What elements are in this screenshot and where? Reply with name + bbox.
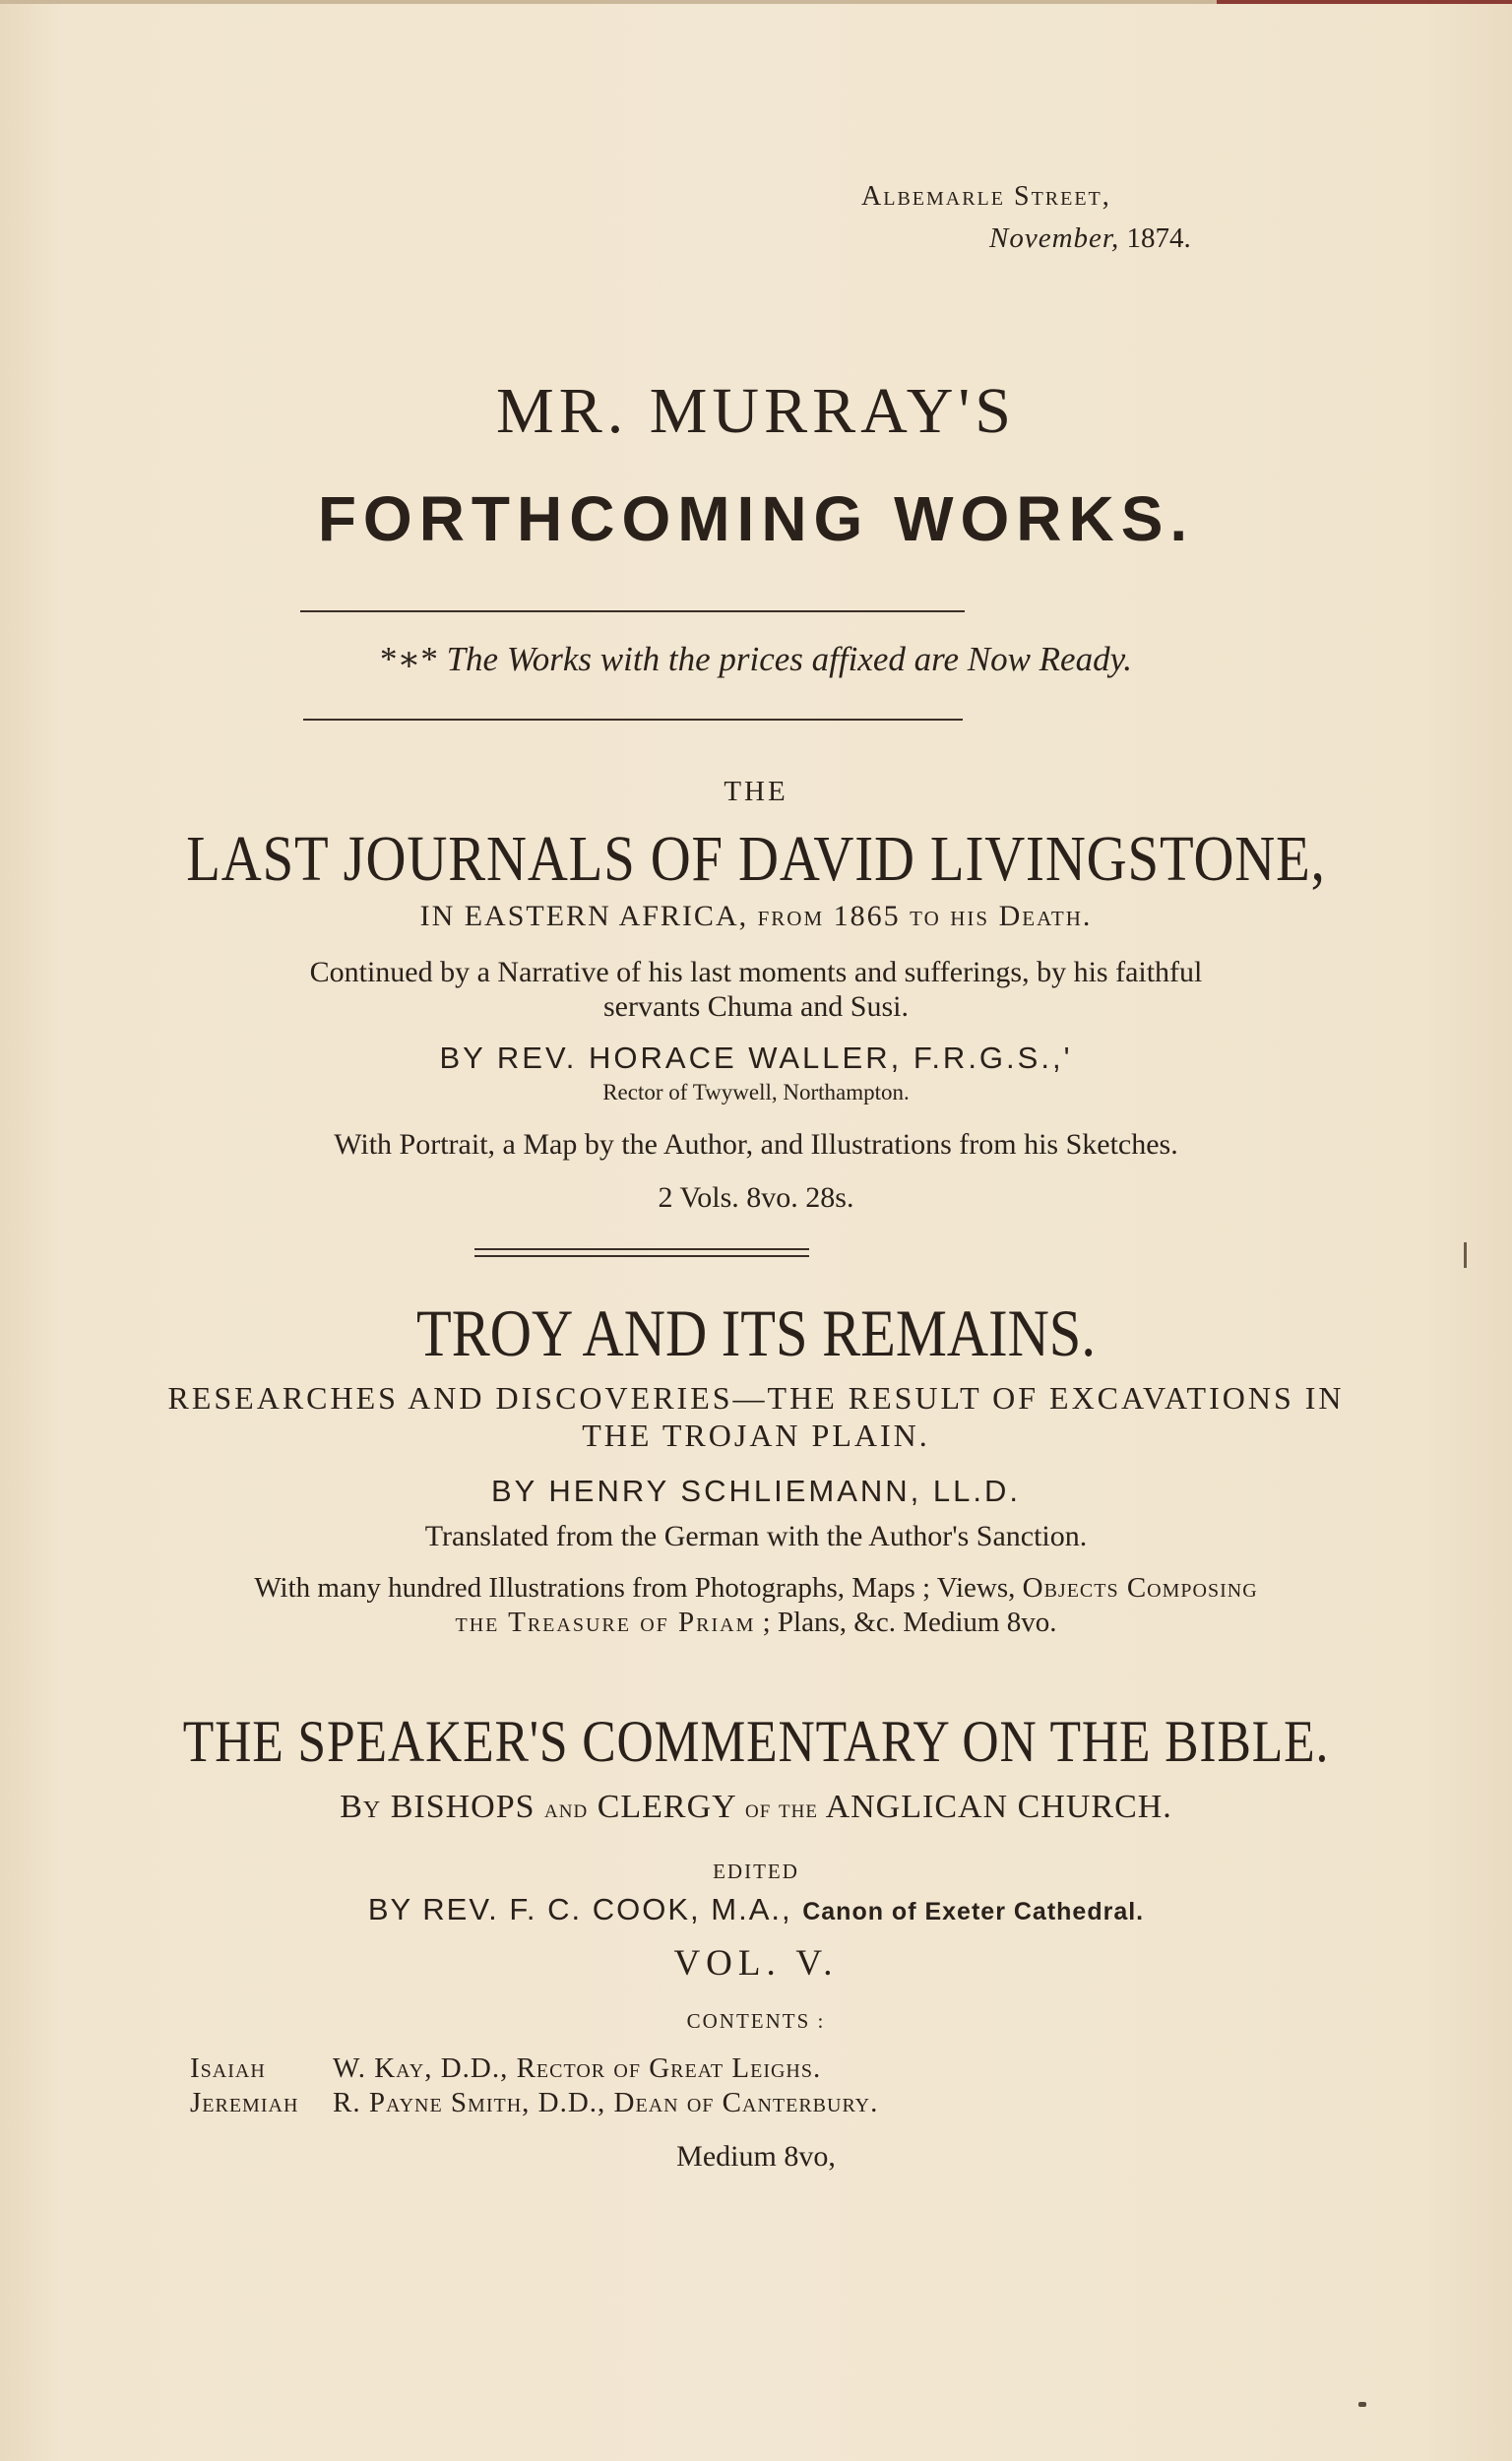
book2-subtitle-line1: RESEARCHES AND DISCOVERIES—THE RESULT OF EXCAVATIONS IN (167, 1380, 1345, 1416)
book1-prefix: THE (724, 776, 788, 807)
book2-translation: Translated from the German with the Author's Sanction. (424, 1520, 1088, 1552)
contents-author: W. Kay, D.D., Rector of Great Leighs. (333, 2052, 822, 2084)
contents-row (190, 2052, 821, 2085)
top-edge-binding (1217, 0, 1512, 4)
book3-by: By (340, 1789, 382, 1825)
book1-description-line2: servants Chuma and Susi. (603, 990, 909, 1023)
book3-of-the: of the (744, 1794, 818, 1823)
date-year: 1874. (1126, 222, 1191, 254)
book3-editor-role: Canon of Exeter Cathedral. (802, 1898, 1145, 1925)
address-line: Albemarle Street, (861, 181, 1111, 212)
book3-editor: BY REV. F. C. COOK, M.A., (367, 1892, 792, 1926)
notice-text: The Works with the prices affixed are Now Ready. (446, 640, 1132, 678)
book3-church: ANGLICAN CHURCH. (825, 1789, 1172, 1825)
book3-title: THE SPEAKER'S COMMENTARY ON THE BIBLE. (182, 1709, 1330, 1774)
contents-author: R. Payne Smith, D.D., Dean of Canterbury. (333, 2087, 879, 2118)
contents-book: Jeremiah (190, 2087, 299, 2118)
book3-clergy: CLERGY (597, 1789, 736, 1825)
book1-subtitle-a: IN EASTERN AFRICA, (419, 900, 749, 932)
book2-illus-c: the Treasure of Priam (455, 1607, 756, 1638)
book2-illus-b: Objects Composing (1022, 1572, 1258, 1604)
book2-illustrations-line2 (0, 1607, 1512, 1639)
book2-title: TROY AND ITS REMAINS. (416, 1295, 1096, 1370)
book3-and: and (544, 1794, 589, 1823)
notice (0, 640, 1512, 679)
page-title: MR. MURRAY'S (496, 375, 1016, 447)
book1-description-line1: Continued by a Narrative of his last moments and sufferings, by his faithful (309, 956, 1203, 988)
contents-row (190, 2087, 878, 2119)
book3-bishops: BISHOPS (390, 1789, 536, 1825)
page-speck (1358, 2402, 1366, 2407)
book3-format: Medium 8vo, (676, 2140, 836, 2173)
date-line (989, 222, 1191, 255)
book1-subtitle-b: from 1865 to his Death. (757, 900, 1093, 932)
book1-edition: 2 Vols. 8vo. 28s. (658, 1181, 854, 1214)
book2-author: BY HENRY SCHLIEMANN, LL.D. (491, 1474, 1021, 1508)
book3-editor-line (0, 1892, 1512, 1927)
book1-illustrations: With Portrait, a Map by the Author, and Illustrations from his Sketches. (334, 1128, 1178, 1161)
book1-title: LAST JOURNALS OF DAVID LIVINGSTONE, (186, 823, 1326, 895)
book3-contents-label: CONTENTS : (686, 2009, 826, 2033)
date-month: November, (989, 222, 1120, 254)
book1-author-note: Rector of Twywell, Northampton. (602, 1080, 910, 1104)
book3-byline (0, 1789, 1512, 1826)
divider (300, 610, 965, 612)
contents-book: Isaiah (190, 2052, 266, 2084)
notice-asterisks: *∗* (380, 640, 438, 678)
book1-author: BY REV. HORACE WALLER, F.R.G.S.,' (439, 1041, 1073, 1075)
page-subtitle: FORTHCOMING WORKS. (317, 483, 1195, 554)
divider (303, 719, 963, 721)
book2-illus-a: With many hundred Illustrations from Photographs, Maps ; Views, (254, 1572, 1016, 1604)
book1-subtitle (0, 900, 1512, 933)
book2-illus-d: ; Plans, &c. Medium 8vo. (762, 1607, 1057, 1638)
book3-volume: VOL. V. (673, 1943, 839, 1984)
double-divider (474, 1248, 809, 1257)
book2-illustrations-line1 (0, 1572, 1512, 1605)
margin-mark (1464, 1242, 1467, 1268)
book3-edited: EDITED (713, 1860, 799, 1883)
book2-subtitle-line2: THE TROJAN PLAIN. (582, 1418, 930, 1453)
